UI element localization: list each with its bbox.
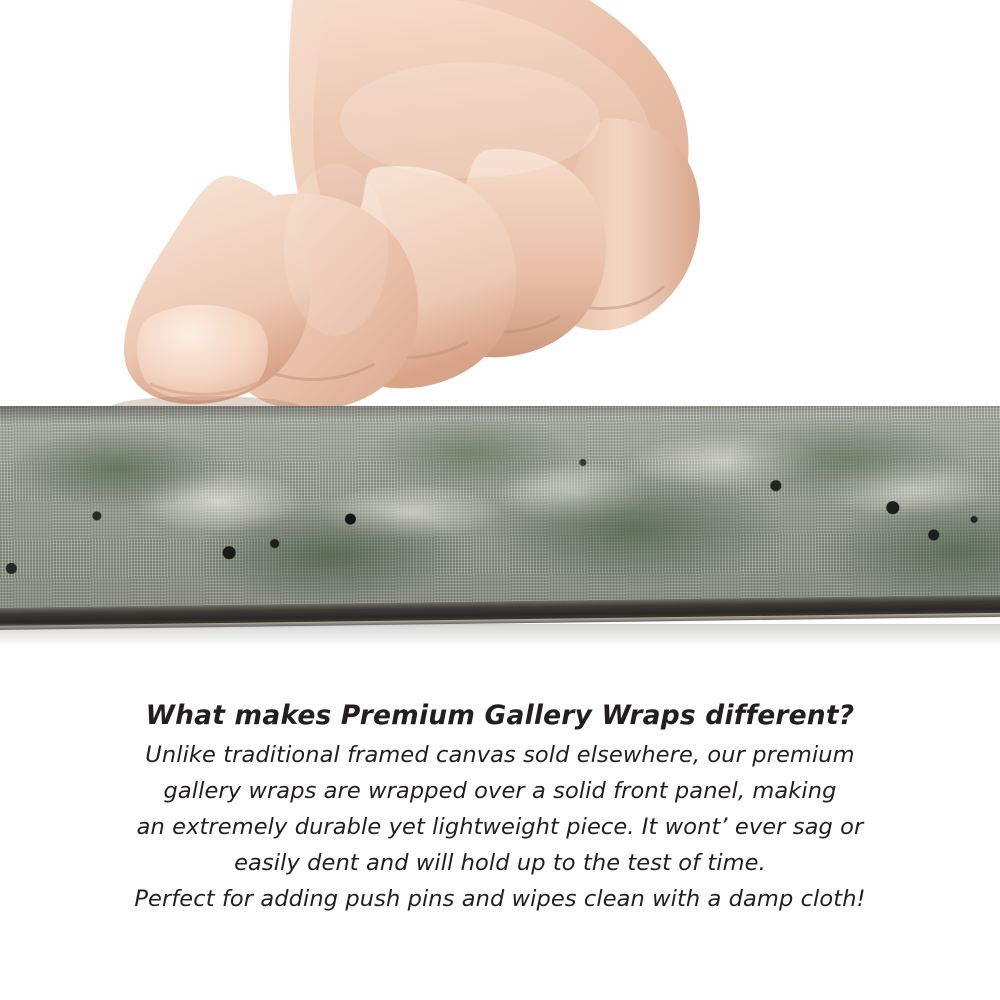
hand-illustration: [0, 0, 1000, 415]
canvas-panel-drop-shadow: [0, 624, 1000, 646]
caption-line-3: an extremely durable yet lightweight piece. It wont’ ever sag or: [136, 814, 864, 840]
canvas-panel: [0, 406, 1000, 638]
caption-heading: What makes Premium Gallery Wraps different?: [145, 700, 855, 731]
caption-line-1: Unlike traditional framed canvas sold elsewhere, our premium: [145, 742, 855, 768]
caption-line-2: gallery wraps are wrapped over a solid front panel, making: [163, 778, 837, 804]
caption-line-5: Perfect for adding push pins and wipes clean with a damp cloth!: [134, 886, 866, 912]
caption-block: [0, 700, 1000, 917]
caption-body: [0, 737, 1000, 917]
hand-region: [0, 0, 1000, 415]
finger-highlight: [284, 164, 388, 336]
hand-highlight: [340, 62, 600, 178]
canvas-panel-face: [0, 406, 1000, 620]
caption-line-4: easily dent and will hold up to the test of time.: [234, 850, 766, 876]
